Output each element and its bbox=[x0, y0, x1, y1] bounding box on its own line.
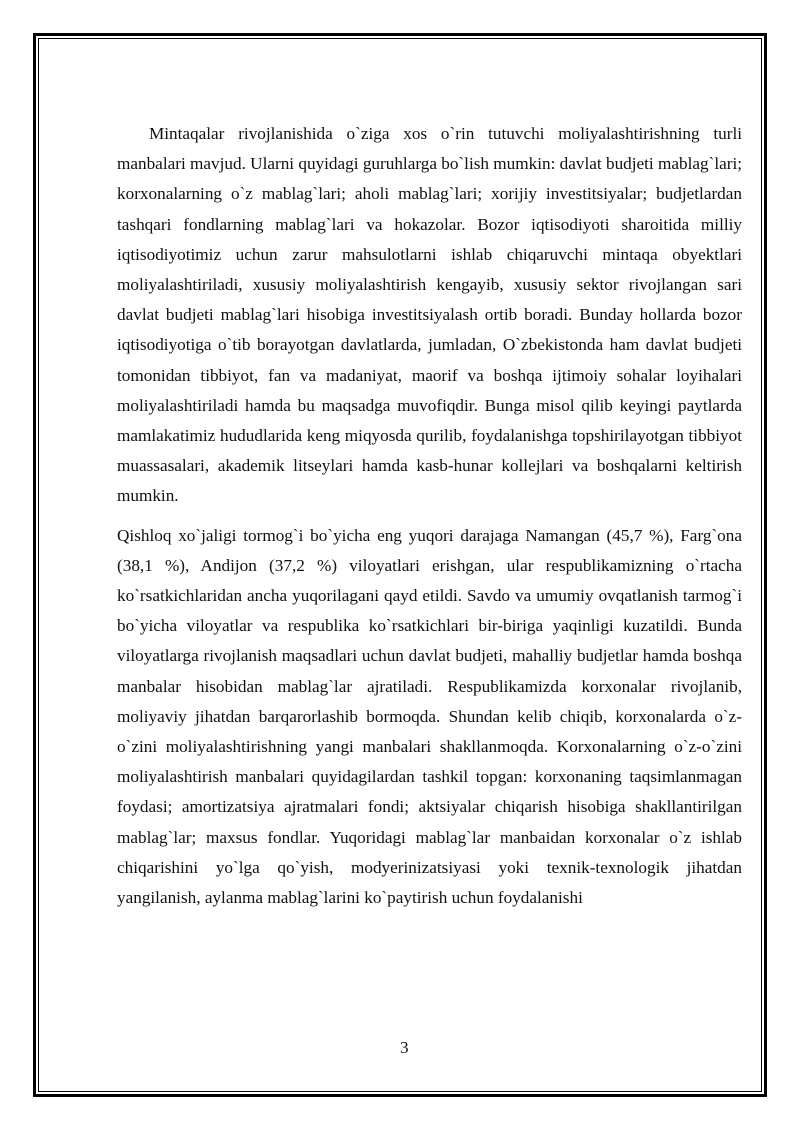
page-number: 3 bbox=[400, 1038, 409, 1057]
paragraph-2: Qishloq xo`jaligi tormog`i bo`yicha eng yuqori darajaga Namangan (45,7 %), Farg`ona (38,1 %), Andijon (37,2 %) viloyatlari erishgan, ular respublikamizning o`rtacha ko`rsatkichlaridan ancha yuqorilagani qayd etildi. Savdo va umumiy ovqatlanish tarmog`i bo`yicha viloyatlar va respublika ko`rsatkichlari bir-biriga yaqinligi kuzatildi. Bunda viloyatlarga rivojlanish maqsadlari uchun davlat budjeti, mahalliy budjetlar hamda boshqa manbalar hisobidan mablag`lar ajratiladi. Respublikamizda korxonalar rivojlanib, moliyaviy jihatdan barqarorlashib bormoqda. Shundan kelib chiqib, korxonalarda o`z-o`zini moliyalashtirishning yangi manbalari shakllanmoqda. Korxonalarning o`z-o`zini moliyalashtirish manbalari quyidagilardan tashkil topgan: korxonaning taqsimlanmagan foydasi; amortizatsiya ajratmalari fondi; aktsiyalar chiqarish hisobiga shakllantirilgan mablag`lar; maxsus fondlar. Yuqoridagi mablag`lar manbaidan korxonalar o`z ishlab chiqarishini yo`lga qo`yish, modyerinizatsiyasi yoki texnik-texnologik jihatdan yangilanish, aylanma mablag`larini ko`paytirish uchun foydalanishi bbox=[117, 525, 742, 908]
document-body bbox=[117, 119, 742, 913]
paragraph-1: Mintaqalar rivojlanishida o`ziga xos o`rin tutuvchi moliyalashtirishning turli manbalari mavjud. Ularni quyidagi guruhlarga bo`lish mumkin: davlat budjeti mablag`lari; korxonalarning o`z mablag`lari; aholi mablag`lari; xorijiy investitsiyalar; budjetlardan tashqari fondlarning mablag`lari va hokazolar. Bozor iqtisodiyoti sharoitida milliy iqtisodiyotimiz uchun zarur mahsulotlarni ishlab chiqaruvchi mintaqa obyektlari moliyalashtiriladi, xususiy moliyalashtirish kengayib, xususiy sektor rivojlangan sari davlat budjeti mablag`lari hisobiga investitsiyalash ortib boradi. Bunday hollarda bozor iqtisodiyotiga o`tib borayotgan davlatlarda, jumladan, O`zbekistonda ham davlat budjeti tomonidan tibbiyot, fan va madaniyat, maorif va boshqa ijtimoiy sohalar loyihalari moliyalashtiriladi hamda bu maqsadga muvofiqdir. Bunga misol qilib keyingi paytlarda mamlakatimiz hududlarida keng miqyosda qurilib, foydalanishga topshirilayotgan tibbiyot muassasalari, akademik litseylari hamda kasb-hunar kollejlari va boshqalarni keltirish mumkin. bbox=[117, 124, 742, 506]
